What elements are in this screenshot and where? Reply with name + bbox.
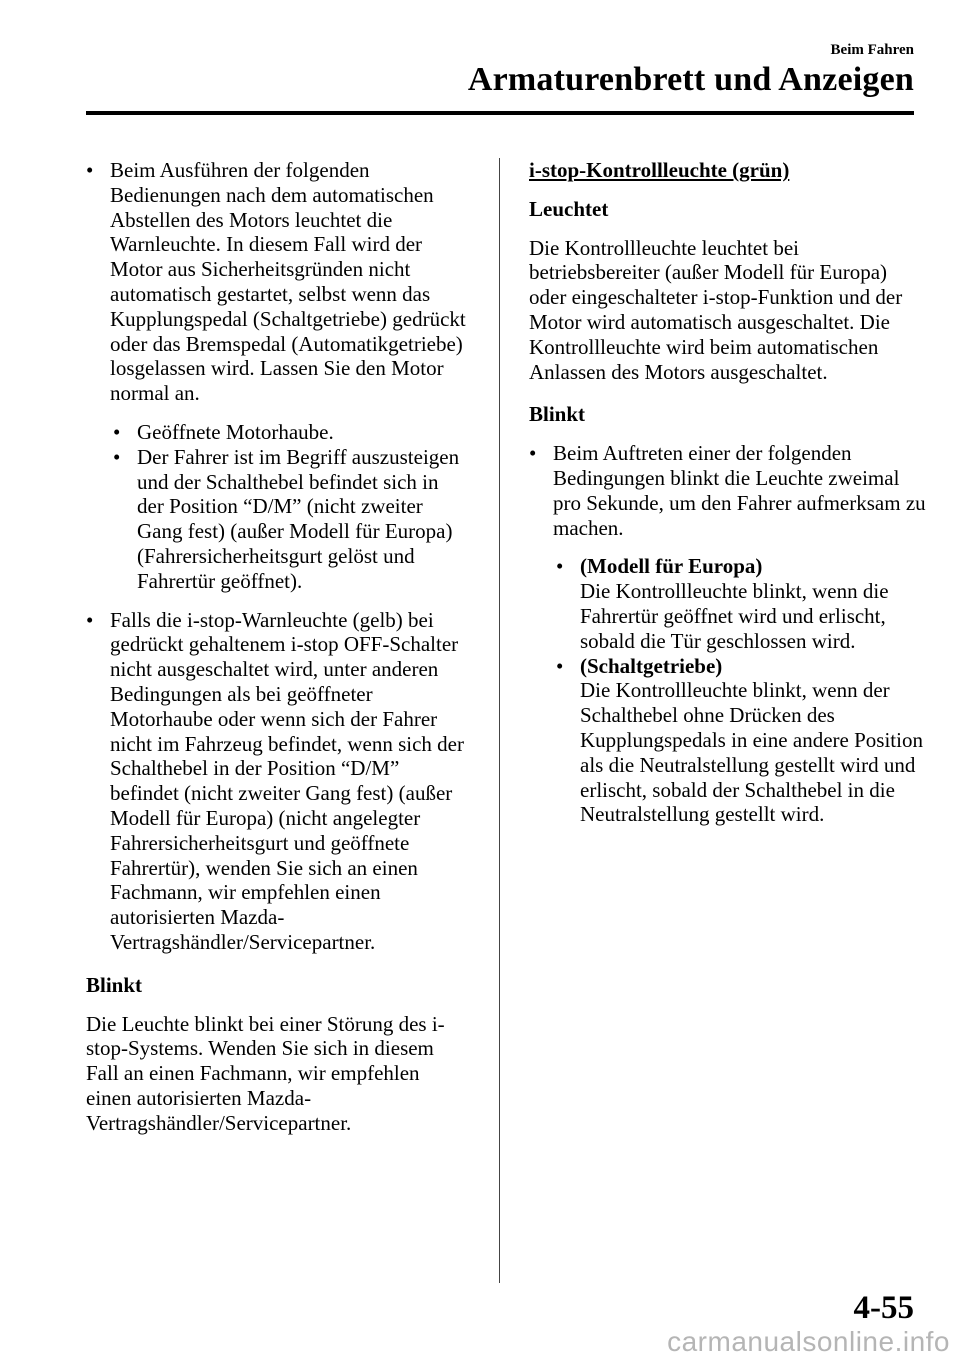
paragraph-leuchtet: Die Kontrollleuchte leuchtet bei betriebsbereiter (außer Modell für Europa) oder eingeschalteter i-stop-Funktion und der Motor wird automatisch ausgeschaltet. Die Kontrollleuchte wird beim automatischen Anlassen des Motors ausgeschaltet. [529,235,903,384]
sub-bullet-item [553,554,929,653]
section-label: Beim Fahren [830,42,914,58]
right-column [529,158,929,827]
subheading-blinkt: Blinkt [86,972,143,997]
paragraph-blinkt: Die Leuchte blinkt bei einer Störung des i-stop-Systems. Wenden Sie sich in diesem Fall an einen Fachmann, wir empfehlen einen autorisierten Mazda-Vertragshändler/Servicepartner. [86,1011,445,1135]
watermark: carmanualsonline.info [667,1326,950,1357]
sub-bullet-dot-icon: • [556,653,564,678]
sub-bullet-item [553,654,929,828]
column-divider [499,158,500,1283]
bullet-dot-icon: • [86,607,94,632]
sub-bullet-item [110,445,470,594]
bullet-dot-icon: • [86,158,94,182]
left-column [86,158,470,1135]
sub-bullet-dot-icon: • [556,554,564,579]
header-rule [86,111,914,115]
bullet-text: Falls die i-stop-Warnleuchte (gelb) bei gedrückt gehaltenem i-stop OFF-Schalter nicht ausgeschaltet wird, unter anderen Bedingungen als bei geöffneter Motorhaube oder wenn sich der Fahrer nicht im Fahrzeug befindet, wenn sich der Schalthebel in der Position “D/M” befindet (nicht zweiter Gang fest) (außer Modell für Europa) (nicht angelegter Fahrersicherheitsgurt und geöffnete Fahrertür), wenden Sie sich an einen Fachmann, wir empfehlen einen autorisierten Mazda-Vertragshändler/Servicepartner. [110,607,464,954]
page-number: 4-55 [853,1290,914,1326]
sub-bullet-dot-icon: • [113,444,121,469]
bullet-item [86,158,470,406]
subheading-leuchtet: Leuchtet [529,196,609,221]
sub-bullet-text: Die Kontrollleuchte blinkt, wenn die Fahrertür geöffnet wird und erlischt, sobald die Tür geschlossen wird. [580,579,889,653]
sub-bullet-text: Der Fahrer ist im Begriff auszusteigen und der Schalthebel befindet sich in der Position “D/M” (nicht zweiter Gang fest) (außer Modell für Europa) (Fahrersicherheitsgurt gelöst und Fahrertür geöffnet). [137,444,460,593]
bullet-dot-icon: • [529,441,537,466]
section-title: i-stop-Kontrollleuchte (grün) [529,158,790,182]
sub-bullet-heading: (Modell für Europa) [580,554,763,579]
sub-bullet-text: Geöffnete Motorhaube. [137,419,334,444]
bullet-item [529,441,929,540]
sub-bullet-heading: (Schaltgetriebe) [580,653,723,678]
sub-bullet-text: Die Kontrollleuchte blinkt, wenn der Schalthebel ohne Drücken des Kupplungspedals in eine andere Position als die Neutralstellung gestellt wird und erlischt, sobald der Schalthebel in die Neutralstellung gestellt wird. [580,678,923,827]
bullet-text: Beim Auftreten einer der folgenden Bedingungen blinkt die Leuchte zweimal pro Sekunde, um den Fahrer aufmerksam zu machen. [553,441,926,540]
bullet-text: Beim Ausführen der folgenden Bedienungen nach dem automatischen Abstellen des Motors leuchtet die Warnleuchte. In diesem Fall wird der Motor aus Sicherheitsgründen nicht automatisch gestartet, selbst wenn das Kupplungspedal (Schaltgetriebe) gedrückt oder das Bremspedal (Automatikgetriebe) losgelassen wird. Lassen Sie den Motor normal an. [110,158,466,406]
chapter-title: Armaturenbrett und Anzeigen [467,61,914,98]
sub-bullet-item [110,420,470,445]
bullet-item [86,608,470,955]
page-header [468,40,914,100]
sub-bullet-dot-icon: • [113,419,121,444]
subheading-blinkt: Blinkt [529,402,586,427]
